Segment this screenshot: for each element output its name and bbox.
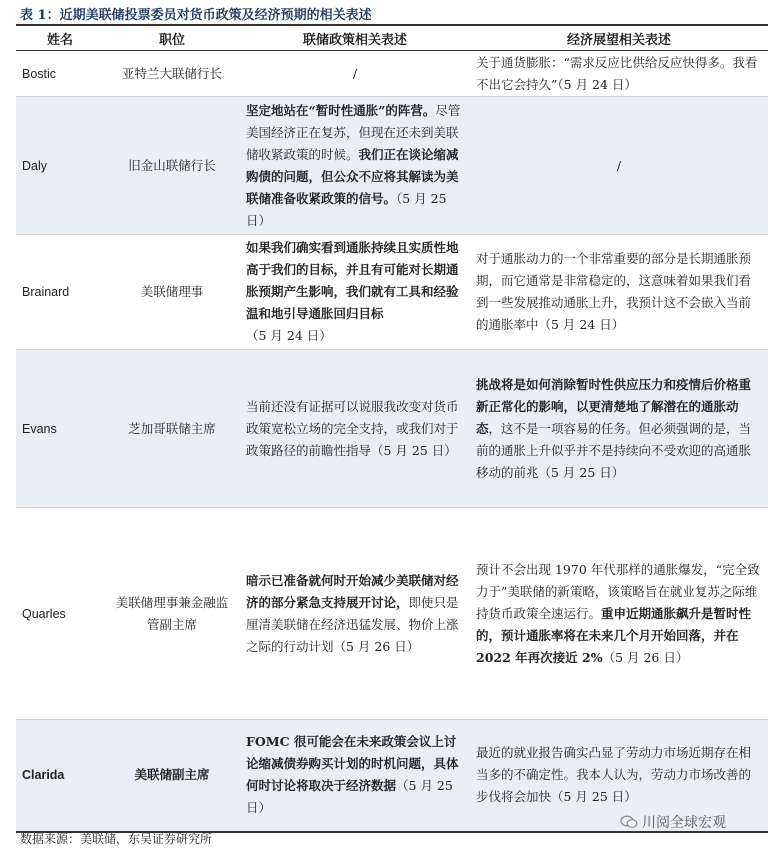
name-cell: Bostic [16,51,104,97]
table-title: 表 1：近期美联储投票委员对货币政策及经济预期的相关表述 [20,8,372,23]
economy-cell [470,235,768,350]
policy-cell [240,720,470,832]
header-name: 姓名 [16,25,104,51]
policy-cell [240,235,470,350]
table-row-evans [16,350,768,508]
text-segment: 即使只是厘清美联储在经济迅猛发展、物价上涨之际的行动计划（5 月 26 日） [246,594,459,654]
bold-text-segment: FOMC 很可能会在未来政策会议上讨论缩减债券购买计划的时机问题，具体何时讨论将取决于经济数据 [246,734,459,794]
economy-cell [470,51,768,97]
data-source-note: 数据来源：美联储，东吴证券研究所 [20,832,213,846]
position-cell: 美联储理事兼金融监管副主席 [104,508,240,720]
table-row-quarles [16,508,768,720]
header-row [16,25,768,51]
bold-text-segment: 重申近期通胀飙升是暂时性的，预计通胀率将在未来几个月开始回落，并在 2022 年再次接近 2% [476,605,752,665]
header-policy: 联储政策相关表述 [240,25,470,51]
table-row-daly [16,97,768,235]
text-segment: （5 月 26 日） [602,649,689,665]
name-cell: Clarida [16,720,104,832]
economy-cell [470,97,768,235]
position-cell: 美联储理事 [104,235,240,350]
position-cell: 旧金山联储行长 [104,97,240,235]
header-position: 职位 [104,25,240,51]
table-row-brainard [16,235,768,350]
wechat-icon [620,815,638,829]
text-segment: （5 月 24 日） [246,328,332,343]
header-economy: 经济展望相关表述 [470,25,768,51]
text-segment: / [616,157,622,173]
position-cell: 芝加哥联储主席 [104,350,240,508]
text-segment: / [352,65,358,81]
table-row-bostic [16,51,768,97]
text-segment: 预计不会出现 1970 年代那样的通胀爆发，“完全致力于”美联储的新策略，该策略旨在就业复苏之际维持货币政策全速运行。 [476,561,760,621]
policy-cell [240,97,470,235]
bold-text-segment: 暗示已准备就何时开始减少美联储对经济的部分紧急支持展开讨论， [246,572,459,610]
policy-cell [240,508,470,720]
bold-text-segment: 如果我们确实看到通胀持续且实质性地高于我们的目标，并且有可能对长期通胀预期产生影响，我们就有工具和经验温和地引导通胀回归目标 [246,240,459,321]
watermark-text: 川阅全球宏观 [642,814,726,830]
text-segment: 尽管美国经济正在复苏，但现在还未到美联储收紧政策的时候。 [246,102,461,162]
name-cell: Quarles [16,508,104,720]
position-cell: 亚特兰大联储行长 [104,51,240,97]
text-segment: 对于通胀动力的一个非常重要的部分是长期通胀预期，而它通常是非常稳定的，这意味着如果我们看到一些发展推动通胀上升，我预计这不会嵌入当前的通胀率中（5 月 24 日） [476,251,752,332]
name-cell: Brainard [16,235,104,350]
text-segment: 最近的就业报告确实凸显了劳动力市场近期存在相当多的不确定性。我本人认为，劳动力市场改善的步伐将会加快（5 月 25 日） [476,745,752,805]
text-segment: ，这不是一项容易的任务。但必须强调的是，当前的通胀上升似乎并不是持续向不受欢迎的高通胀移动的前兆（5 月 25 日） [476,420,752,480]
policy-cell [240,350,470,508]
text-segment: 当前还没有证据可以说服我改变对货币政策宽松立场的完全支持，或我们对于政策路径的前瞻性指导（5 月 25 日） [246,398,459,458]
watermark [620,812,726,832]
position-cell: 美联储副主席 [104,720,240,832]
fed-statements-table [16,24,768,833]
text-segment: （5 月 25 日） [246,778,453,816]
economy-cell [470,508,768,720]
bold-text-segment: 挑战将是如何消除暂时性供应压力和疫情后价格重新正常化的影响，以更清楚地了解潜在的通胀动态 [476,376,752,436]
text-segment: 关于通货膨胀：“需求反应比供给反应快得多。我看不出它会持久”（5 月 24 日） [476,54,758,92]
policy-cell [240,51,470,97]
bold-text-segment: 坚定地站在“暂时性通胀”的阵营。 [246,102,436,118]
name-cell: Evans [16,350,104,508]
text-segment: （5 月 25 日） [246,190,447,228]
bold-text-segment: 我们正在谈论缩减购债的问题，但公众不应将其解读为美联储准备收紧政策的信号。 [246,146,459,206]
economy-cell [470,350,768,508]
name-cell: Daly [16,97,104,235]
